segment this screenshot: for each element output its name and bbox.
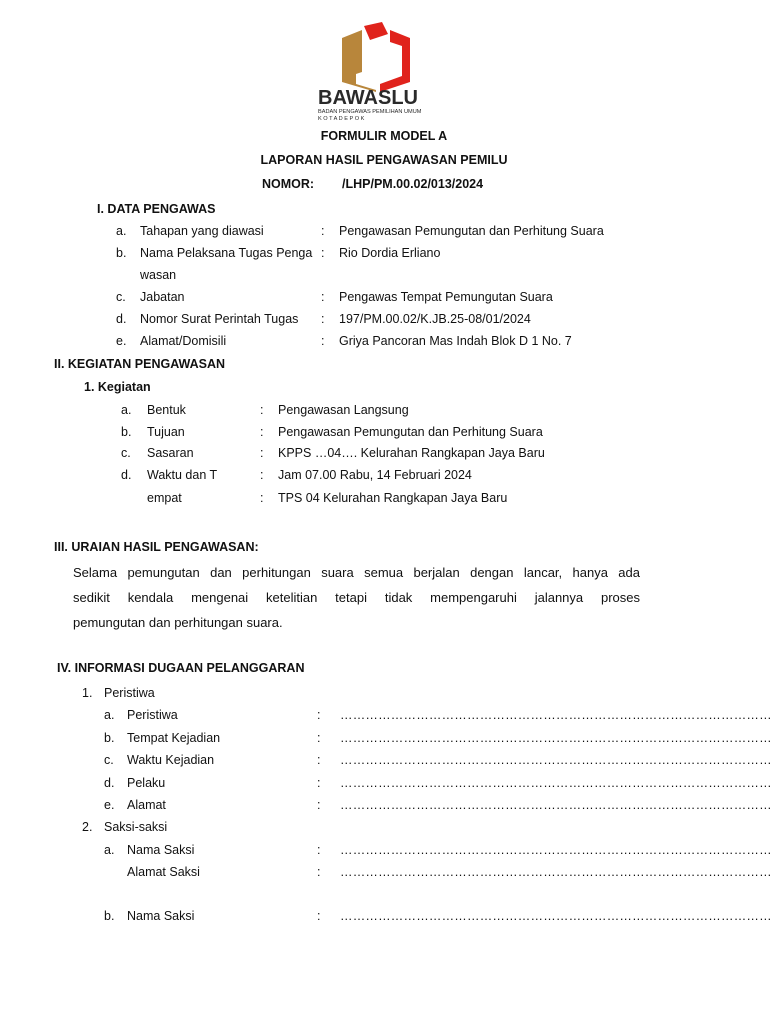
row-label: Nomor Surat Perintah Tugas [140,312,299,326]
row-letter: e. [116,334,127,348]
row-colon: : [317,798,321,812]
row-value: KPPS …04…. Kelurahan Rangkapan Jaya Baru [278,446,545,460]
section3-paragraph [73,560,640,635]
fill-in-dots: ………………………………………………………………………………………… [340,753,772,767]
row-value: Pengawasan Pemungutan dan Perhitung Suara [339,224,604,238]
row-value: Griya Pancoran Mas Indah Blok D 1 No. 7 [339,334,572,348]
report-title: LAPORAN HASIL PENGAWASAN PEMILU [260,153,508,167]
row-value: 197/PM.00.02/K.JB.25-08/01/2024 [339,312,531,326]
section3-title: III. URAIAN HASIL PENGAWASAN: [54,540,259,554]
row-colon: : [260,425,264,439]
fill-in-dots: ………………………………………………………………………………………… [340,798,772,812]
svg-text:K O T A D E P O K: K O T A D E P O K [318,116,365,122]
row-label: Jabatan [140,290,185,304]
item-number: 2. [82,820,93,834]
row-label-continued: wasan [140,268,177,282]
row-colon: : [317,865,321,879]
paragraph-line: Selama pemungutan dan perhitungan suara semua berjalan dengan lancar, hanya ada [73,565,640,580]
row-label: Tujuan [147,425,185,439]
item-label: Peristiwa [104,686,155,700]
bawaslu-emblem-icon [318,20,434,126]
row-colon: : [317,731,321,745]
row-label: Tahapan yang diawasi [140,224,264,238]
bawaslu-logo [318,20,434,126]
row-label: Waktu dan T [147,468,218,482]
fill-in-dots: ………………………………………………………………………………………… [340,909,772,923]
nomor-label: NOMOR: [262,177,315,191]
row-letter: b. [104,909,115,923]
row-colon: : [321,334,325,348]
row-colon: : [321,224,325,238]
row-colon: : [260,468,264,482]
row-label: Waktu Kejadian [127,753,215,767]
row-value: Jam 07.00 Rabu, 14 Februari 2024 [278,468,472,482]
row-letter: d. [104,776,115,790]
row-letter: c. [104,753,114,767]
row-letter: a. [116,224,127,238]
row-colon: : [317,776,321,790]
fill-in-dots: ………………………………………………………………………………………… [340,731,772,745]
row-letter: a. [104,708,115,722]
row-label: Tempat Kejadian [127,731,221,745]
row-label: Sasaran [147,446,194,460]
row-value: Pengawasan Langsung [278,403,409,417]
fill-in-dots: ………………………………………………………………………………………… [340,865,772,879]
section2-title: II. KEGIATAN PENGAWASAN [54,357,226,371]
row-label: Bentuk [147,403,186,417]
form-title: FORMULIR MODEL A [320,129,448,143]
row-value: Pengawasan Pemungutan dan Perhitung Suara [278,425,543,439]
row-value-continued: TPS 04 Kelurahan Rangkapan Jaya Baru [278,491,508,505]
row-label: Alamat Saksi [127,865,200,879]
row-letter: a. [121,403,132,417]
nomor-value: /LHP/PM.00.02/013/2024 [342,177,484,191]
row-letter: b. [116,246,127,260]
row-colon: : [317,909,321,923]
fill-in-dots: ………………………………………………………………………………………… [340,776,772,790]
row-letter: d. [116,312,127,326]
row-letter: d. [121,468,132,482]
fill-in-dots: ………………………………………………………………………………………… [340,843,772,857]
fill-in-dots: ………………………………………………………………………………………… [340,708,772,722]
row-letter: a. [104,843,115,857]
row-value: Rio Dordia Erliano [339,246,441,260]
row-label: Nama Saksi [127,843,195,857]
svg-text:BAWASLU: BAWASLU [318,87,418,109]
row-colon: : [317,843,321,857]
row-colon: : [260,446,264,460]
section2-subtitle: 1. Kegiatan [84,380,151,394]
row-letter: b. [121,425,132,439]
item-number: 1. [82,686,93,700]
row-letter: e. [104,798,115,812]
row-label: Nama Pelaksana Tugas Penga [140,246,313,260]
row-colon: : [321,312,325,326]
row-label: Alamat [127,798,166,812]
section1-title: I. DATA PENGAWAS [97,202,216,216]
row-value: Pengawas Tempat Pemungutan Suara [339,290,553,304]
paragraph-line: sedikit kendala mengenai ketelitian tetapi tidak mempengaruhi jalannya proses [73,590,640,605]
row-colon: : [260,403,264,417]
row-colon: : [321,290,325,304]
row-letter: c. [121,446,131,460]
row-label: Alamat/Domisili [140,334,227,348]
item-label: Saksi-saksi [104,820,168,834]
row-colon: : [260,491,264,505]
row-label: Peristiwa [127,708,178,722]
section4-title: IV. INFORMASI DUGAAN PELANGGARAN [57,661,305,675]
svg-text:BADAN PENGAWAS PEMILIHAN UMUM: BADAN PENGAWAS PEMILIHAN UMUM [318,109,422,115]
row-colon: : [317,708,321,722]
row-colon: : [317,753,321,767]
row-label: Pelaku [127,776,166,790]
row-label-continued: empat [147,491,182,505]
paragraph-line: pemungutan dan perhitungan suara. [73,615,283,630]
row-letter: b. [104,731,115,745]
row-letter: c. [116,290,126,304]
row-colon: : [321,246,325,260]
row-label: Nama Saksi [127,909,195,923]
